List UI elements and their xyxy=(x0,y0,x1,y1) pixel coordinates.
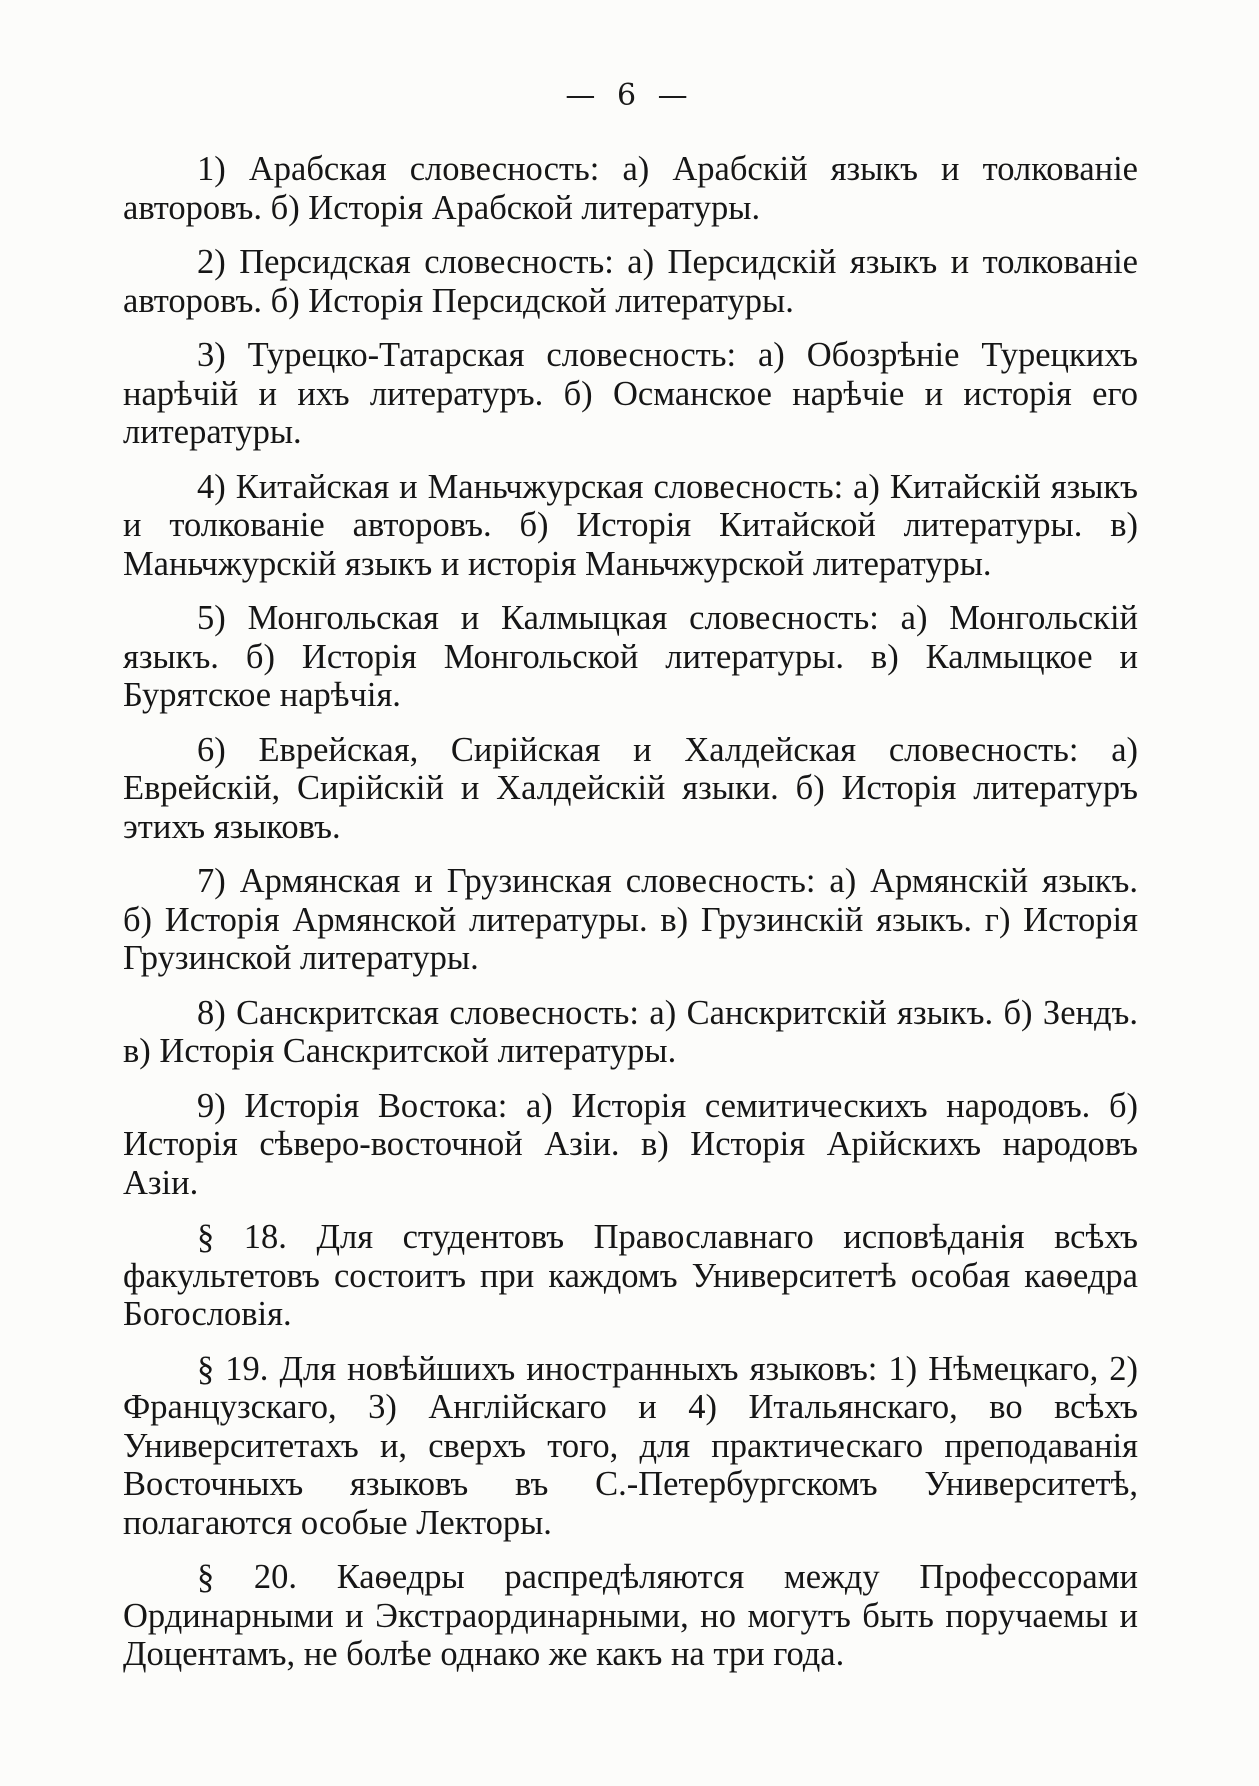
paragraph-7-armenian-georgian: 7) Армянская и Грузинская словесность: а) Армянскiй языкъ. б) Исторiя Армянской литературы. в) Грузинскiй языкъ. г) Исторiя Грузинской литературы. xyxy=(123,862,1138,977)
paragraph-3-turkic-tatar: 3) Турецко-Татарская словесность: а) Обозрѣнiе Турецкихъ нарѣчiй и ихъ литературъ. б) Османское нарѣчiе и исторiя его литературы. xyxy=(123,336,1138,451)
paragraph-8-sanskrit: 8) Санскритская словесность: а) Санскритскiй языкъ. б) Зендъ. в) Исторiя Санскритской литературы. xyxy=(123,993,1138,1070)
section-19: § 19. Для новѣйшихъ иностранныхъ языковъ: 1) Нѣмецкаго, 2) Французскаго, 3) Англiйскаго и 4) Итальянскаго, во всѣхъ Университетахъ и, сверхъ того, для практическаго преподаванiя Восточныхъ языковъ въ С.-Петербургскомъ Университетѣ, полагаются особые Лекторы. xyxy=(123,1349,1138,1542)
section-18: § 18. Для студентовъ Православнаго исповѣданiя всѣхъ факультетовъ состоитъ при каждомъ Университетѣ особая каѳедра Богословiя. xyxy=(123,1218,1138,1333)
paragraph-1-arabic: 1) Арабская словесность: а) Арабскiй языкъ и толкованiе авторовъ. б) Исторiя Арабской литературы. xyxy=(123,150,1138,227)
page-number: — 6 — xyxy=(565,78,694,113)
paragraph-2-persian: 2) Персидская словесность: а) Персидскiй языкъ и толкованiе авторовъ. б) Исторiя Персидской литературы. xyxy=(123,243,1138,320)
body-text xyxy=(123,150,1138,1674)
paragraph-5-mongolian-kalmyk: 5) Монгольская и Калмыцкая словесность: а) Монгольскiй языкъ. б) Исторiя Монгольской литературы. в) Калмыцкое и Бурятское нарѣчiя. xyxy=(123,599,1138,714)
paragraph-6-hebrew-syriac: 6) Еврейская, Сирiйская и Халдейская словесность: а) Еврейскiй, Сирiйскiй и Халдейскiй языки. б) Исторiя литературъ этихъ языковъ. xyxy=(123,730,1138,846)
section-20: § 20. Каѳедры распредѣляются между Профессорами Ординарными и Экстраординарными, но могутъ быть поручаемы и Доцентамъ, не болѣе однако же какъ на три года. xyxy=(123,1558,1138,1673)
paragraph-4-chinese-manchu: 4) Китайская и Маньчжурская словесность: а) Китайскiй языкъ и толкованiе авторовъ. б) Исторiя Китайской литературы. в) Маньчжурскiй языкъ и исторiя Маньчжурской литературы. xyxy=(123,467,1138,583)
paragraph-9-history-of-east: 9) Исторiя Востока: а) Исторiя семитическихъ народовъ. б) Исторiя сѣверо-восточной Азiи. в) Исторiя Арiйскихъ народовъ Азiи. xyxy=(123,1086,1138,1202)
